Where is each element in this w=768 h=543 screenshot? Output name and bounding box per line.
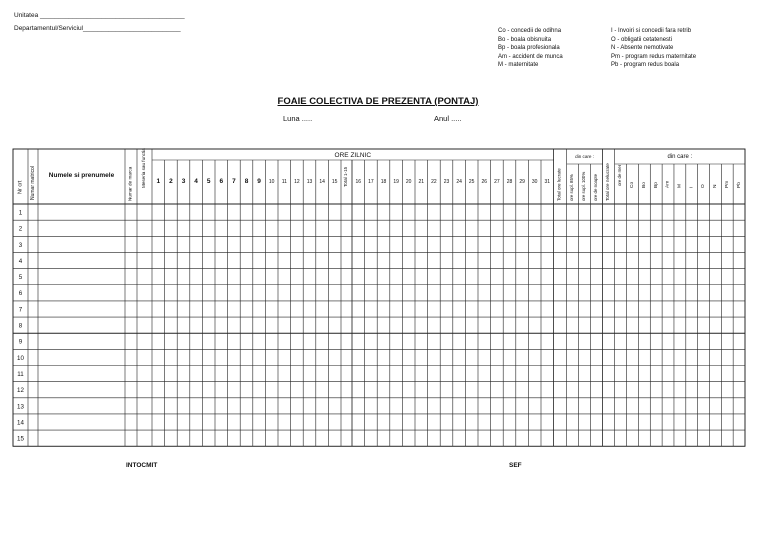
day-number: 25: [468, 179, 475, 185]
row-number: 12: [17, 387, 24, 395]
row-number: 3: [18, 241, 23, 249]
day-number: 12: [294, 179, 300, 185]
day-number: 11: [281, 179, 287, 185]
legend-item: N - Absente nemotivate: [611, 45, 674, 51]
absence-code-header: Bo: [642, 182, 648, 188]
ore-de-mer-header: ore de mer: [617, 164, 623, 186]
day-number: 17: [368, 179, 374, 185]
day-number: 13: [306, 179, 313, 185]
row-number: 1: [18, 209, 23, 217]
day-number: 29: [519, 179, 525, 185]
day-number: 15: [331, 179, 338, 185]
table-frame: [13, 149, 745, 446]
din-care-header: din care :: [667, 154, 693, 160]
total-ore-lucrate-header: Total ore lucrate: [556, 168, 562, 201]
row-number: 10: [17, 354, 24, 362]
day-number: 16: [355, 179, 362, 185]
row-number: 8: [18, 322, 23, 330]
day-number: 28: [506, 179, 513, 185]
day-number: 24: [456, 179, 462, 185]
day-number: 26: [481, 179, 488, 185]
absence-code-header: Pm: [724, 180, 730, 188]
nume-prenume-header: Numele si prenumele: [48, 172, 115, 179]
legend-item: I - Invoiri si concedii fara retrib: [611, 28, 692, 34]
absence-code-header: Co: [630, 181, 636, 188]
luna-field: Luna .....: [283, 114, 313, 123]
day-number: 5: [206, 178, 211, 185]
row-number: 5: [18, 274, 23, 282]
meserie-header: Meseria sau functia: [141, 148, 147, 188]
departament-field: Departamentul/Serviciul___________________________: [14, 25, 181, 32]
absence-code-header: N: [713, 184, 719, 188]
anul-field: Anul .....: [434, 114, 462, 123]
day-number: 9: [257, 178, 261, 185]
day-number: 27: [494, 179, 500, 185]
row-number: 14: [17, 419, 24, 427]
day-number: 19: [393, 179, 399, 185]
total-1-15-header: Total 1-15: [343, 166, 349, 187]
total-ore-nelucrate-header: Total ore nelucrate: [605, 163, 611, 201]
ore-sup-85-header: ore supl. 85%: [569, 174, 575, 201]
day-number: 1: [156, 178, 161, 185]
day-number: 4: [194, 178, 198, 185]
legend-item: Pb - program redus boala: [611, 62, 680, 68]
legend-item: M - maternitate: [498, 62, 539, 68]
numar-matricol-header: Numar matricol: [29, 166, 36, 200]
day-number: 21: [418, 179, 425, 185]
day-number: 8: [244, 178, 249, 185]
row-number: 7: [18, 306, 23, 314]
day-number: 3: [181, 178, 186, 185]
day-number: 23: [443, 179, 450, 185]
numar-marca-header: Numar de marca: [127, 166, 133, 201]
legend-item: Pm - program redus maternitate: [611, 53, 697, 60]
page-title: FOAIE COLECTIVA DE PREZENTA (PONTAJ): [277, 96, 479, 107]
unitatea-field: Unitatea ________________________________________: [14, 12, 185, 19]
day-number: 20: [405, 179, 412, 185]
ore-noapte-header: ore de noapte: [593, 173, 599, 201]
day-number: 14: [319, 179, 325, 185]
absence-code-header: Am: [665, 180, 671, 188]
sef-label: SEF: [509, 462, 522, 469]
legend-item: Bo - boala obisnuita: [498, 36, 552, 43]
absence-code-header: M: [677, 184, 683, 188]
day-number: 6: [219, 178, 224, 185]
day-number: 30: [531, 179, 538, 185]
row-number: 9: [18, 338, 23, 346]
absence-code-header: Bp: [653, 182, 659, 188]
row-number: 13: [17, 403, 24, 411]
day-number: 31: [544, 179, 551, 185]
day-number: 22: [431, 179, 437, 185]
intocmit-label: INTOCMIT: [126, 462, 158, 469]
day-number: 10: [268, 179, 275, 185]
legend-item: Bp - boala profesionala: [498, 45, 560, 51]
ore-zilnic-header: ORE ZILNIC: [334, 152, 372, 159]
row-number: 6: [18, 290, 23, 298]
day-number: 2: [169, 178, 173, 185]
row-number: 2: [18, 225, 23, 233]
nr-crt-header: Nr crt: [17, 180, 24, 194]
ore-sup-100-header: ore supl. 100%: [581, 171, 587, 201]
row-number: 11: [17, 370, 24, 378]
legend-item: O - obligatii cetatenesti: [611, 36, 673, 43]
absence-code-header: I: [689, 186, 695, 188]
row-number: 4: [18, 257, 23, 265]
absence-code-header: Pb: [736, 182, 742, 188]
legend-item: Am - accident de munca: [498, 53, 563, 60]
day-number: 18: [380, 179, 387, 185]
day-number: 7: [232, 178, 236, 185]
row-number: 15: [17, 435, 24, 443]
legend-item: Co - concedii de odihna: [498, 28, 562, 34]
absence-code-header: O: [701, 184, 707, 188]
din-care-header: din care :: [575, 154, 595, 159]
